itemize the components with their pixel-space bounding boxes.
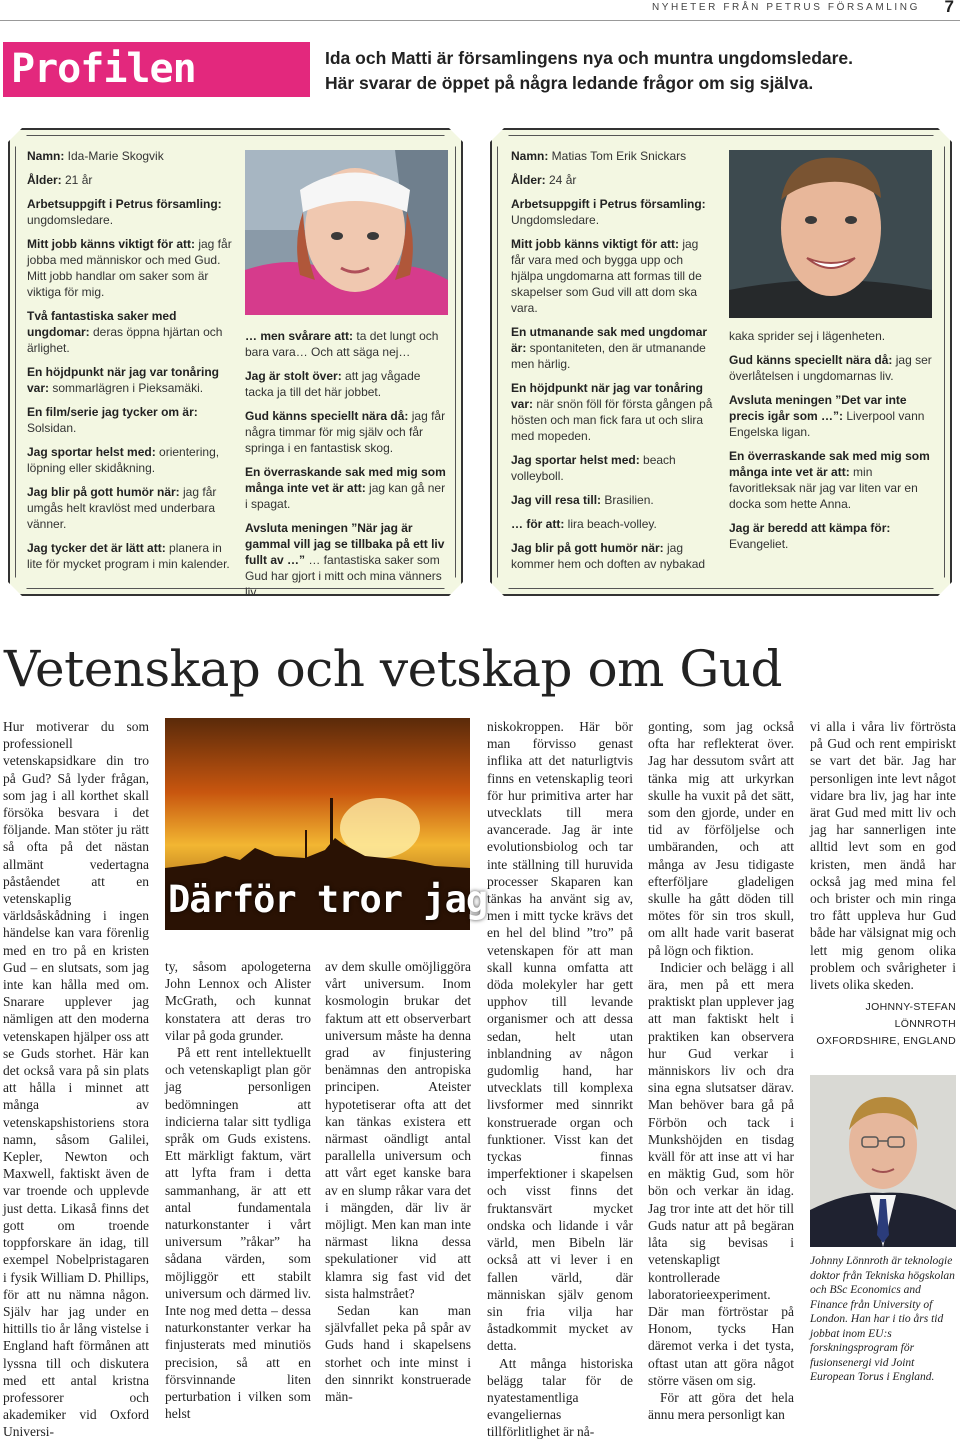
intro-line-1: Ida och Matti är församlingens nya och muntra ungdomsledare.	[325, 48, 854, 68]
answer: jag får jobba med människor och med Gud. Mitt jobb handlar om saker som är viktiga för mig.	[27, 237, 232, 299]
qa-item	[27, 308, 232, 356]
qa-item	[729, 448, 934, 512]
answer: min favoritleksak när jag var liten var en docka som hette Anna.	[729, 465, 918, 511]
question: Mitt jobb känns viktigt för att:	[511, 237, 679, 251]
answer: när snön föll för första gången på hösten och man fick fara ut och slira med mopeden.	[511, 397, 713, 443]
qa-item	[511, 172, 715, 188]
qa-item	[27, 444, 232, 476]
qa-item	[511, 148, 715, 164]
qa-item	[511, 380, 715, 444]
author-caption: Johnny Lönnroth är teknologie doktor från Tekniska högskolan och BSc Economics and Finance från University of London. Han har i tio års tid jobbat inom EU:s forskningsprogram för fusionsenergi vid Joint European Torus i England.	[810, 1255, 955, 1383]
question: … för att:	[511, 517, 565, 531]
paragraph: vi alla i våra liv förtrösta på Gud och rent empiriskt se vart det bär. Jag har personligen inte levt något vidare bra liv, jag har inte ärat Gud med mitt liv och jag har sannerligen inte alltid levt som en god kristen, men ändå har också jag med mina fel och brister och min ringa tro fått uppleva hur Gud både har välsignat mig och lett mig genom olika problem och svårigheter i livets olika skeden.	[810, 719, 956, 993]
answer: Liverpool vann Engelska ligan.	[729, 409, 925, 439]
signature-name: JOHNNY-STEFAN LÖNNROTH	[865, 1001, 956, 1031]
paragraph: Att många historiska belägg talar för de nyatestamentliga evangeliernas tillförlitlighet är nå-	[487, 1355, 633, 1440]
qa-item	[27, 148, 232, 164]
qa-item	[729, 392, 934, 440]
question: Gud känns speciellt nära då:	[729, 353, 893, 367]
question: Arbetsuppgift i Petrus församling:	[27, 197, 222, 211]
header-divider	[0, 20, 960, 21]
answer: ta det lungt och bara vara… Och att säga nej…	[245, 329, 439, 359]
qa-item	[511, 492, 715, 508]
profile-intro	[325, 46, 945, 96]
page-number: 7	[944, 0, 954, 16]
paragraph: gonting, som jag också ofta har reflekterat över. Jag har dessutom svårt att tänka mig att urkyrkan skulle ha vuxit på det sätt, som den gjorde, under en tid av förföljelse och umbäranden, och att många av Jesu tidigaste efterföljare gladeligen skulle ha gått döden till mötes för sin tros skull, om allt hade varit baserat på lögn och fiktion.	[648, 719, 794, 958]
answer: beach volleyboll.	[511, 453, 676, 483]
qa-item	[245, 408, 450, 456]
question: En höjdpunkt när jag var tonåring var:	[511, 381, 704, 411]
section-label-profilen: Profilen	[3, 42, 310, 97]
paragraph: För att göra det hela ännu mera personligt kan	[648, 1389, 794, 1423]
ida-photo	[245, 150, 448, 315]
question: En film/serie jag tycker om är:	[27, 405, 198, 419]
qa-item	[27, 484, 232, 532]
qa-item	[729, 520, 934, 552]
question: Jag blir på gott humör när:	[511, 541, 664, 555]
question: Jag sportar helst med:	[511, 453, 640, 467]
paragraph: ty, såsom apologeterna John Lennox och Alister McGrath, och kunnat konstatera att deras tro vilar på goda grunder.	[165, 959, 311, 1043]
intro-line-2: Här svarar de öppet på några ledande frågor om sig själva.	[325, 73, 814, 93]
qa-item	[245, 464, 450, 512]
question: Ålder:	[511, 173, 546, 187]
question: En överraskande sak med mig som många inte vet är att:	[245, 465, 446, 495]
answer: Evangeliet.	[729, 537, 789, 551]
question: Avsluta meningen ”Det var inte precis igår som …”:	[729, 393, 907, 423]
question: Jag är beredd att kämpa för:	[729, 521, 891, 535]
ida-answers-column-1	[27, 148, 232, 580]
qa-item	[511, 196, 715, 228]
paragraph: niskokroppen. Här bör man förvisso genast inflika att det naturligtvis finns en vetenskaplig teori för hur primitiva arter har utvecklats till mera avancerade. Jag är inte evolutionsbiolog och tar inte ställning till huruvida processer Skaparen kan tänkas ha använt sig av, men i mitt tycke krävs det en hel del blind ”tro” på vetenskapen för att man skall kunna omfatta att döda molekyler har gett upphov till levande organismer och att dessa sedan, helt utan inblandning av någon gudomlig hand, har utvecklats till komplexa livsformer med sinnrikt konstruerade organ och funktioner. Visst kan det tyckas finnas imperfektioner i skapelsen och visst finns det fruktansvärt mycket ondska och lidande i vår värld, men Bibeln lär också att vi lever i en fallen värld, där människan själv genom sin fria vilja har åstadkommit mycket av detta.	[487, 719, 633, 1354]
answer: ungdomsledare.	[27, 213, 114, 227]
qa-item	[511, 516, 715, 532]
answer: Brasilien.	[601, 493, 654, 507]
article-column-2	[165, 958, 311, 1422]
question: Jag tycker det är lätt att:	[27, 541, 166, 555]
question: Namn:	[511, 149, 549, 163]
question: Ålder:	[27, 173, 62, 187]
article-column-6	[810, 718, 956, 1050]
question: Avsluta meningen ”När jag är gammal vill jag se tillbaka på ett liv fullt av …”	[245, 521, 445, 567]
matti-answers-column-2	[729, 328, 934, 560]
answer: orientering, löpning eller skidåkning.	[27, 445, 220, 475]
article-column-3	[325, 958, 471, 1405]
paragraph: av dem skulle omöjliggöra vårt universum. Inom kosmologin brukar det faktum att ett observerbart universum måste ha denna grad av finjustering benämnas den antropiska principen. Ateister hypotetiserar ofta att det kan tänkas existera ett närmast oändligt antal parallella universum och att vårt eget kanske bara av en slump råkar vara det i mängden, där liv är möjligt. Men kan man inte närmast likna dessa spekulationer vid att klamra sig fast vid det sista halmstrået?	[325, 959, 471, 1301]
page-header	[0, 0, 960, 22]
qa-item	[27, 172, 232, 188]
qa-item	[245, 368, 450, 400]
qa-item	[27, 540, 232, 572]
paragraph: Hur motiverar du som professionell vetenskapsidkare din tro på Gud? Så lyder frågan, som jag i all korthet skall försöka besvara i det följande. Man stöter ju rätt så ofta på det nästan allmänt vedertagna påståendet att en vetenskaplig världsåskådning i ingen händelse kan vara förenlig med en tro på en kristen Gud – en slutsats, som jag inte kan hålla med om. Snarare upplever jag nämligen att den moderna vetenskapen hjälper oss att se Guds storhet. Här kan det också vara på sin plats att hålla i minnet att många av vetenskapshistoriens stora namn, såsom Galilei, Kepler, Newton och Maxwell, faktiskt även de var troende och upplevde just detta. Likaså finns det gott om troende toppforskare än idag, till exempel Nobelpristagaren i fysik William D. Phillips, för att nu nämna någon. Själv har jag under en hittills tio år lång vistelse i England haft förmånen att lyssna till och diskutera med ett antal kristna professorer och akademiker vid Oxford Universi-	[3, 719, 149, 1440]
question: Arbetsuppgift i Petrus församling:	[511, 197, 706, 211]
paragraph: På ett rent intellektuellt och vetenskapligt plan gör jag personligen bedömningen att indicierna talar sitt tydliga språk om Guds existens. Ett märkligt faktum, värt att lyfta fram i detta sammanhang, är att ett antal fundamentala naturkonstanter i vårt universum ”råkar” ha sådana värden, som möjliggör ett stabilt universum och därmed liv. Inte nog med detta – dessa naturkonstanter verkar ha finjusterats med minutiös precision, så att en försvinnande liten perturbation i vilken som helst	[165, 1045, 311, 1422]
question: Jag sportar helst med:	[27, 445, 156, 459]
answer: 21 år	[61, 173, 93, 187]
answer: Ida-Marie Skogvik	[64, 149, 164, 163]
answer: … fantastiska saker som Gud har gjort i mitt och mina vänners liv.	[245, 553, 442, 599]
qa-item	[27, 404, 232, 436]
answer: jag kan gå ner i spagat.	[245, 481, 446, 511]
matti-photo	[729, 150, 932, 318]
qa-item	[245, 520, 450, 600]
question: Två fantastiska saker med ungdomar:	[27, 309, 177, 339]
qa-item	[511, 452, 715, 484]
answer: lira beach-volley.	[564, 517, 657, 531]
paragraph: Indicier och belägg i all ära, men på ett mera praktiskt plan upplever jag att man faktiskt helt i praktiken kan observera hur Gud verkar i människors liv och dra sina egna slutsatser därav. Man behöver bara gå på Förbön och tack i Munkshöjden en tisdag kväll för att inse att vi har en mäktig Gud, som hör bön och verkar än idag. Jag tror inte att det hör till Guds natur att på begäran låta sig bevisas i vetenskapligt kontrollerade laboratorieexperiment. Där man förtröstar på Honom, tycks Han däremot verka i det tysta, oftast utan att göra något större väsen om sig.	[648, 959, 794, 1388]
question: En höjdpunkt när jag var tonåring var:	[27, 365, 220, 395]
article-column-5	[648, 718, 794, 1423]
answer: jag kommer hem och doften av nybakad	[511, 541, 706, 571]
answer: 24 år	[545, 173, 577, 187]
answer: jag får umgås helt kravlöst med underbara vänner.	[27, 485, 217, 531]
author-signature	[810, 999, 956, 1050]
answer: spontaniteten, den är utmanande men härlig.	[511, 341, 706, 371]
question: En överraskande sak med mig som många inte vet är att:	[729, 449, 930, 479]
answer: jag ser överlåtelsen i ungdomarnas liv.	[729, 353, 932, 383]
answer: kaka sprider sej i lägenheten.	[729, 329, 886, 343]
article-title: Vetenskap och vetskap om Gud	[4, 640, 783, 698]
qa-item	[27, 236, 232, 300]
publication-name: NYHETER FRÅN PETRUS FÖRSAMLING	[651, 2, 920, 13]
matti-answers-column-1	[511, 148, 715, 580]
question: Gud känns speciellt nära då:	[245, 409, 409, 423]
qa-item	[729, 328, 934, 344]
qa-item	[245, 328, 450, 360]
question: Jag är stolt över:	[245, 369, 342, 383]
question: … men svårare att:	[245, 329, 354, 343]
answer: Ungdomsledare.	[511, 213, 600, 227]
paragraph: Sedan kan man självfallet peka på spår av Guds hand i skapelsens storhet och inte minst i den sinnrikt konstruerade män-	[325, 1303, 471, 1405]
author-photo	[810, 1075, 956, 1247]
answer: jag får några timmar för mig själv och får springa i en fantastisk skog.	[245, 409, 446, 455]
question: Jag blir på gott humör när:	[27, 485, 180, 499]
answer: Solsidan.	[27, 421, 77, 435]
article-column-1	[3, 718, 149, 1441]
answer: att jag vågade tacka ja till det här jobbet.	[245, 369, 421, 399]
signature-location: OXFORDSHIRE, ENGLAND	[816, 1035, 956, 1048]
article-column-4	[487, 718, 633, 1441]
question: Namn:	[27, 149, 65, 163]
qa-item	[27, 364, 232, 396]
ida-answers-column-2	[245, 328, 450, 608]
qa-item	[511, 324, 715, 372]
answer: jag får vara med och bygga upp och hjälpa ungdomarna att formas till de skapelser som Gud vill att dom ska vara.	[511, 237, 702, 315]
answer: sommarlägren i Pieksamäki.	[49, 381, 204, 395]
question: En utmanande sak med ungdomar är:	[511, 325, 708, 355]
question: Mitt jobb känns viktigt för att:	[27, 237, 195, 251]
qa-item	[511, 540, 715, 572]
qa-item	[729, 352, 934, 384]
answer: Matias Tom Erik Snickars	[548, 149, 687, 163]
qa-item	[27, 196, 232, 228]
qa-item	[511, 236, 715, 316]
answer: deras öppna hjärtan och ärlighet.	[27, 325, 223, 355]
answer: planera in lite för mycket program i min kalender.	[27, 541, 230, 571]
question: Jag vill resa till:	[511, 493, 602, 507]
banner-label: Därför tror jag	[168, 878, 488, 921]
